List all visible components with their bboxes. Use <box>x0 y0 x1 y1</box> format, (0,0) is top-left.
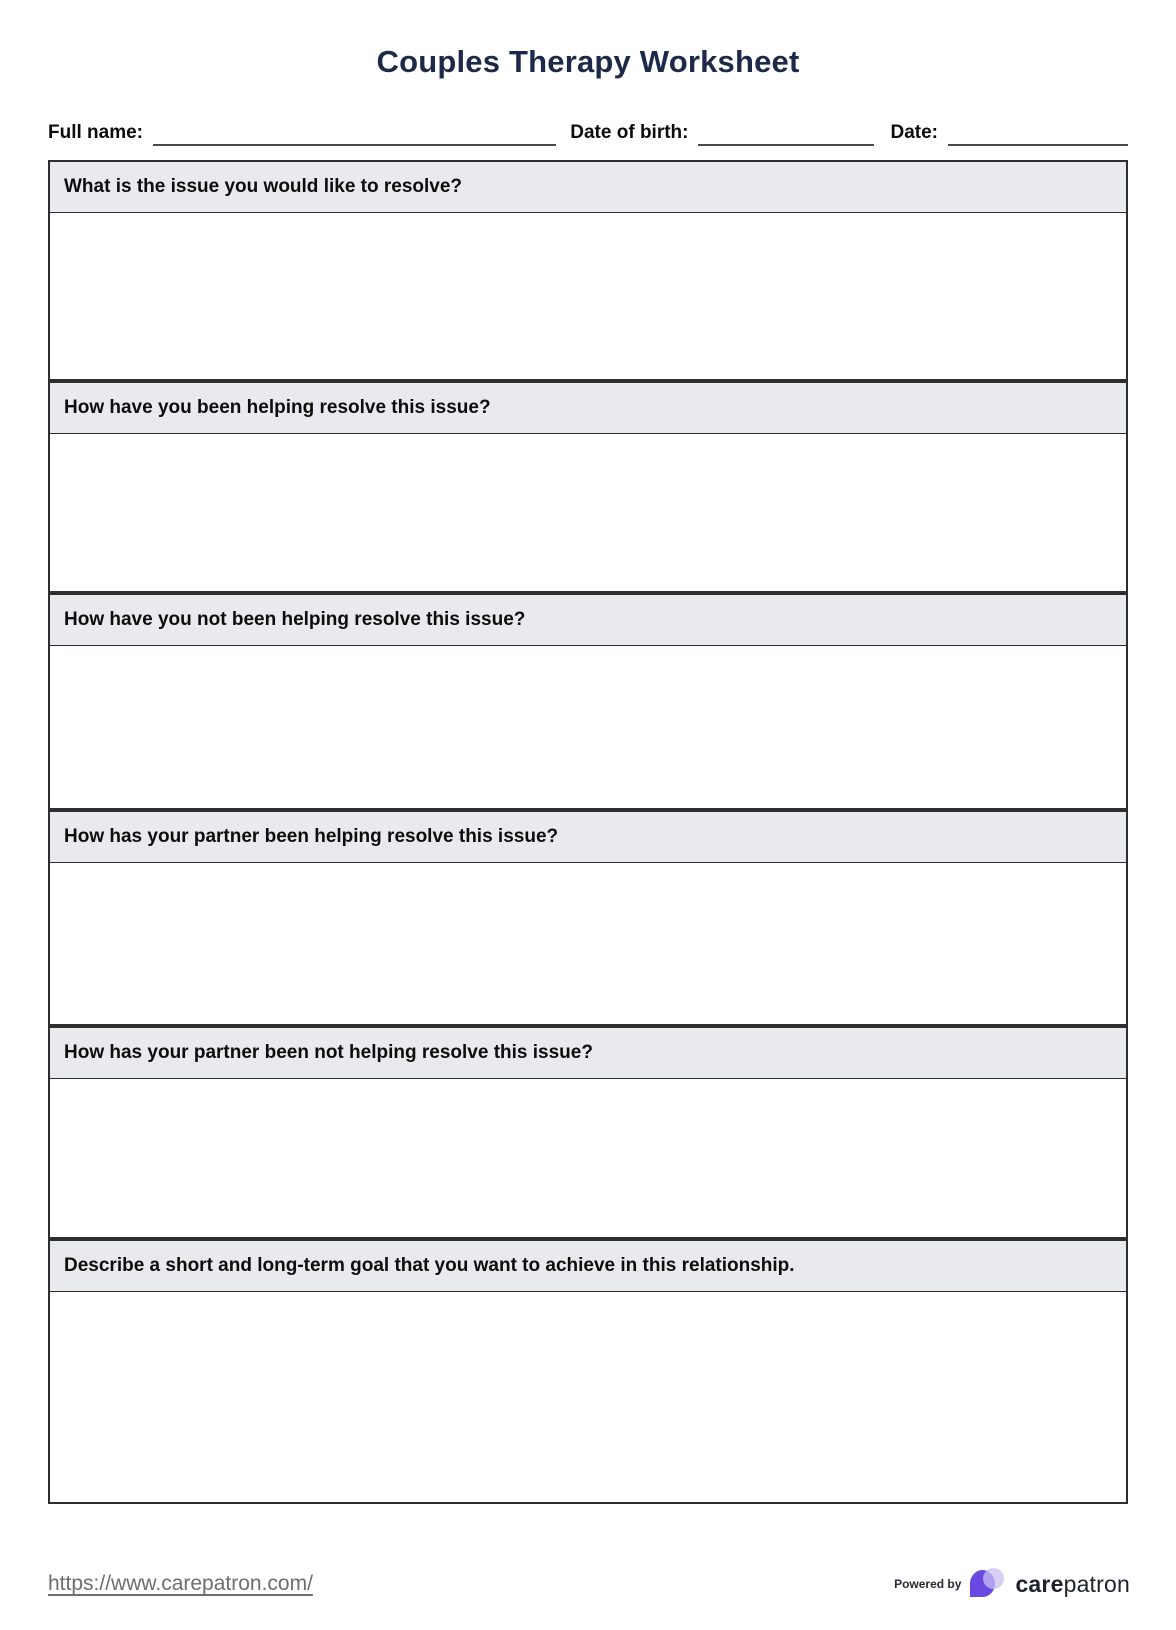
powered-by-block <box>894 1566 1130 1602</box>
section-partner-not-helping <box>48 1026 1128 1239</box>
patient-info-row <box>48 80 1128 146</box>
answer-area[interactable] <box>50 863 1126 1024</box>
page-footer <box>48 1566 1130 1602</box>
full-name-input-line[interactable] <box>153 120 556 146</box>
full-name-label: Full name: <box>48 122 144 143</box>
date-of-birth-label: Date of birth: <box>570 122 689 143</box>
carepatron-wordmark <box>1015 1571 1130 1598</box>
section-you-not-helping <box>48 593 1128 810</box>
answer-area[interactable] <box>50 646 1126 808</box>
powered-by-label: Powered by <box>894 1577 962 1591</box>
carepatron-logo-icon <box>970 1566 1006 1602</box>
section-issue <box>48 160 1128 381</box>
section-partner-helping <box>48 810 1128 1026</box>
section-question-header: How have you not been helping resolve this issue? <box>50 595 1126 646</box>
date-label: Date: <box>890 122 938 143</box>
section-question-header: What is the issue you would like to resolve? <box>50 162 1126 213</box>
date-input-line[interactable] <box>948 120 1128 146</box>
section-you-helping <box>48 381 1128 593</box>
brand-patron-text: patron <box>1063 1570 1130 1597</box>
section-question-header: How has your partner been not helping resolve this issue? <box>50 1028 1126 1079</box>
answer-area[interactable] <box>50 434 1126 591</box>
question-sections <box>48 160 1128 1504</box>
answer-area[interactable] <box>50 1292 1126 1502</box>
section-goals <box>48 1239 1128 1504</box>
section-question-header: Describe a short and long-term goal that you want to achieve in this relationship. <box>50 1241 1126 1292</box>
logo-bubble-lavender <box>983 1568 1004 1589</box>
section-question-header: How have you been helping resolve this issue? <box>50 383 1126 434</box>
carepatron-link[interactable]: https://www.carepatron.com/ <box>48 1572 313 1595</box>
answer-area[interactable] <box>50 213 1126 379</box>
date-of-birth-input-line[interactable] <box>698 120 874 146</box>
answer-area[interactable] <box>50 1079 1126 1237</box>
section-question-header: How has your partner been helping resolve this issue? <box>50 812 1126 863</box>
page-title: Couples Therapy Worksheet <box>376 44 800 79</box>
brand-care-text: care <box>1015 1570 1064 1597</box>
